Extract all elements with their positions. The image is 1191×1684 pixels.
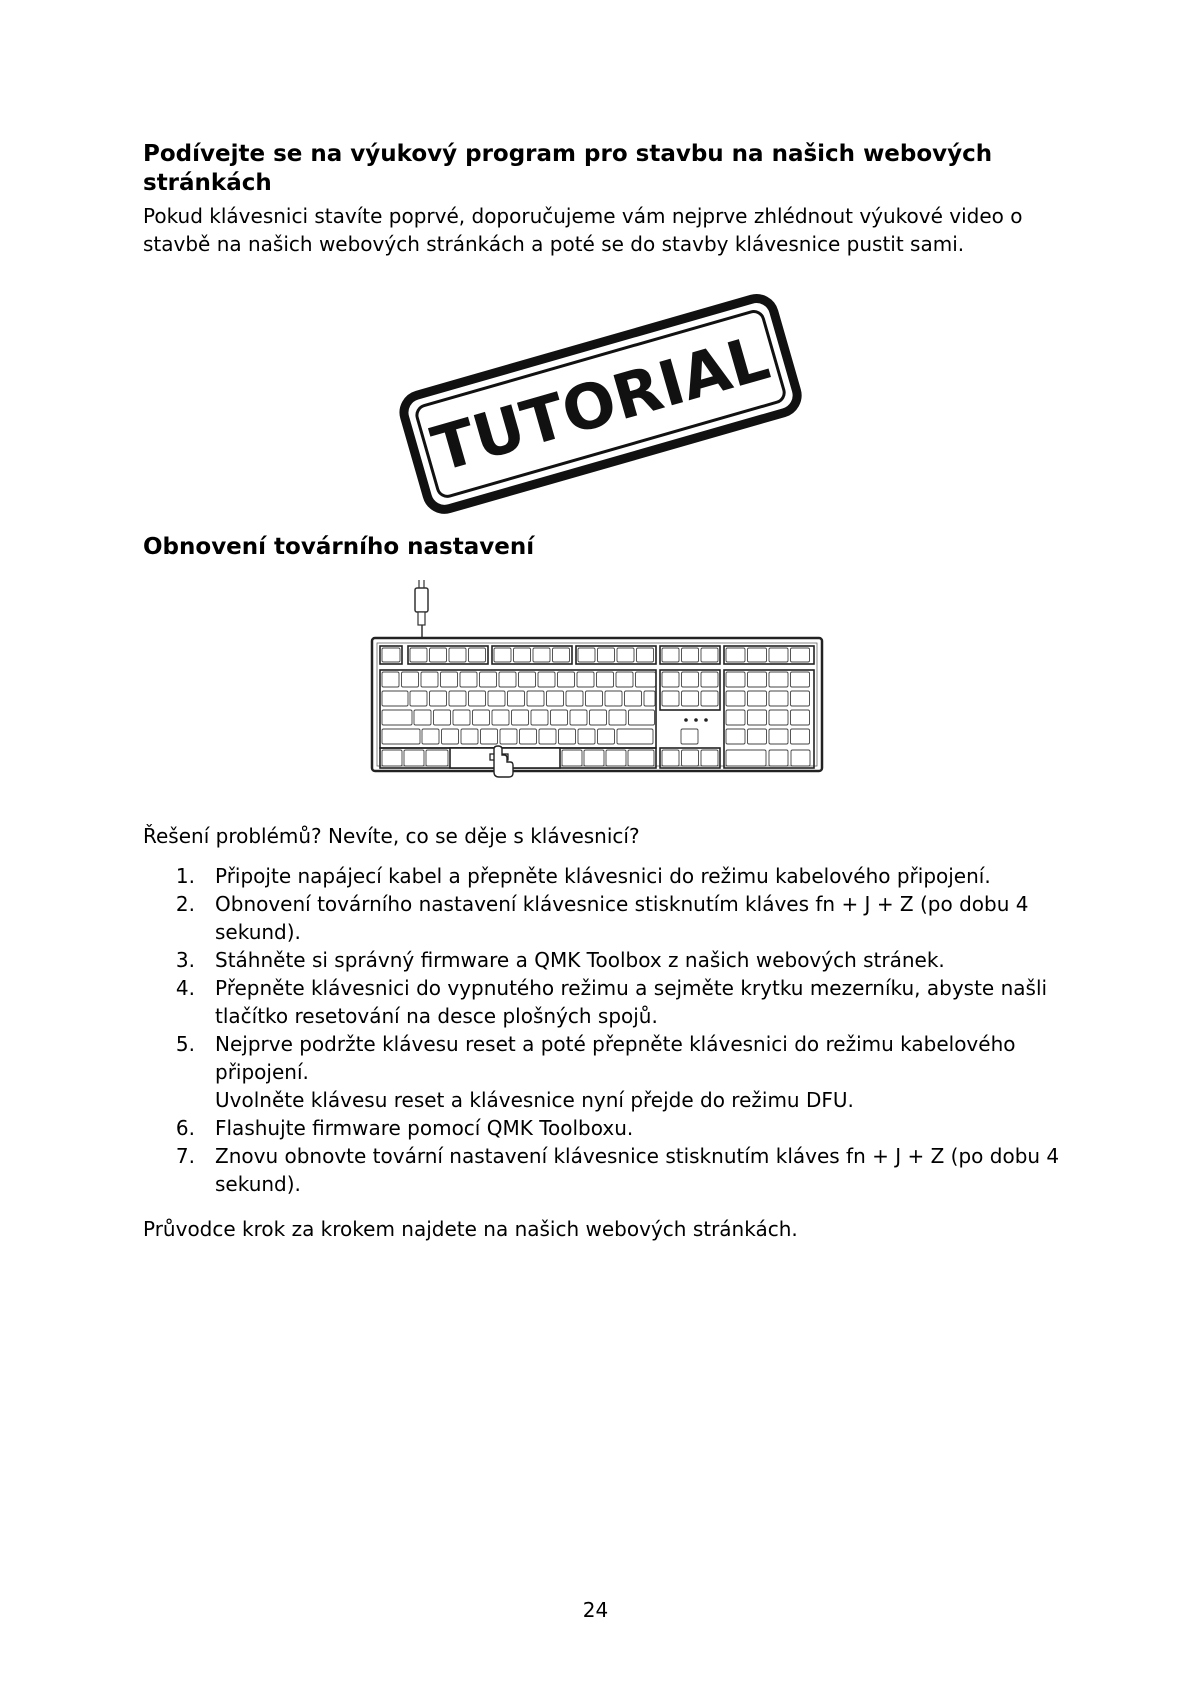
key-cap: [769, 672, 788, 687]
key-cap: [538, 672, 555, 687]
key-cap: [519, 672, 536, 687]
key-cap: [682, 648, 699, 662]
key-cap: [508, 691, 525, 706]
key-cap: [726, 750, 766, 766]
key-cap: [461, 729, 478, 744]
tutorial-heading: Podívejte se na výukový program pro stavbu na našich webových stránkách: [143, 141, 993, 196]
key-cap: [539, 729, 556, 744]
list-item: 3. Stáhněte si správný firmware a QMK Toolbox z našich webových stránek.: [175, 948, 945, 972]
key-cap: [791, 691, 810, 706]
key-cap: [469, 648, 486, 662]
tutorial-intro-text: Pokud klávesnici stavíte poprvé, doporučujeme vám nejprve zhlédnout výukové video o stavbě na našich webových stránkách a poté se do stavby klávesnice pustit sami.: [143, 204, 1023, 256]
key-cap: [512, 710, 529, 725]
list-item: 1. Připojte napájecí kabel a přepněte klávesnici do režimu kabelového připojení.: [175, 864, 991, 888]
key-cap: [682, 672, 699, 687]
key-cap: [625, 691, 642, 706]
key-cap: [442, 729, 459, 744]
key-cap: [382, 691, 408, 706]
key-cap: [382, 750, 402, 766]
key-cap: [494, 648, 511, 662]
key-cap: [562, 750, 582, 766]
key-cap: [533, 648, 550, 662]
key-cap: [547, 691, 564, 706]
list-item: 6. Flashujte firmware pomocí QMK Toolboxu.: [175, 1116, 634, 1140]
key-cap: [553, 648, 570, 662]
key-cap: [701, 672, 718, 687]
key-cap: [662, 691, 679, 706]
list-item: 7. Znovu obnovte tovární nastavení klávesnice stisknutím kláves fn + J + Z (po dobu 4 sekund).: [175, 1144, 1060, 1196]
key-cap: [404, 750, 424, 766]
key-cap: [570, 710, 587, 725]
key-cap: [791, 729, 810, 744]
key-cap: [769, 750, 788, 766]
tutorial-stamp-illustration: [390, 290, 810, 515]
key-cap: [531, 710, 548, 725]
key-cap: [681, 729, 698, 744]
key-cap: [430, 648, 447, 662]
key-cap: [617, 648, 634, 662]
reset-steps-list: [143, 862, 1063, 1198]
key-cap: [500, 729, 517, 744]
indicator-led-icon: [694, 718, 698, 722]
key-cap: [598, 648, 615, 662]
key-cap: [637, 648, 654, 662]
key-cap: [382, 648, 400, 662]
key-cap: [481, 729, 498, 744]
key-cap: [586, 691, 603, 706]
key-cap: [726, 648, 745, 662]
key-cap: [609, 710, 626, 725]
key-cap: [662, 672, 679, 687]
key-cap: [402, 672, 419, 687]
key-cap: [629, 710, 655, 725]
key-cap: [590, 710, 607, 725]
key-cap: [422, 729, 439, 744]
key-cap: [636, 672, 656, 687]
key-cap: [682, 691, 699, 706]
list-item: 4. Přepněte klávesnici do vypnutého režimu a sejměte krytku mezerníku, abyste našli tlačítko resetování na desce plošných spojů.: [175, 976, 1048, 1028]
key-cap: [382, 729, 420, 744]
key-cap: [769, 691, 788, 706]
key-cap: [410, 691, 427, 706]
guide-footer-text: Průvodce krok za krokem najdete na našich webových stránkách.: [143, 1217, 798, 1241]
key-cap: [492, 710, 509, 725]
key-cap: [701, 648, 718, 662]
key-cap: [598, 729, 615, 744]
indicator-led-icon: [684, 718, 688, 722]
key-cap: [791, 750, 810, 766]
key-cap: [441, 672, 458, 687]
key-cap: [514, 648, 531, 662]
troubleshooting-question: Řešení problémů? Nevíte, co se děje s klávesnicí?: [143, 824, 640, 848]
key-cap: [791, 672, 810, 687]
keyboard-illustration: [368, 580, 828, 778]
key-cap: [578, 648, 595, 662]
key-cap: [769, 710, 788, 725]
key-cap: [488, 691, 505, 706]
key-cap: [449, 691, 466, 706]
key-cap: [726, 672, 745, 687]
key-cap: [520, 729, 537, 744]
key-cap: [616, 672, 633, 687]
key-cap: [449, 648, 466, 662]
key-cap: [469, 691, 486, 706]
usb-plug-icon: [415, 588, 428, 612]
key-cap: [701, 750, 718, 766]
key-cap: [726, 729, 745, 744]
key-cap: [662, 750, 679, 766]
key-cap: [606, 750, 626, 766]
key-cap: [499, 672, 516, 687]
key-cap: [434, 710, 451, 725]
key-cap: [382, 672, 399, 687]
key-cap: [769, 729, 788, 744]
key-cap: [791, 710, 810, 725]
key-cap: [566, 691, 583, 706]
key-cap: [527, 691, 544, 706]
key-cap: [421, 672, 438, 687]
key-cap: [382, 710, 412, 725]
key-cap: [551, 710, 568, 725]
list-item: 2. Obnovení továrního nastavení klávesnice stisknutím kláves fn + J + Z (po dobu 4 sekund).: [175, 892, 1029, 944]
key-cap: [748, 648, 767, 662]
list-item: 5. Nejprve podržte klávesu reset a poté přepněte klávesnici do režimu kabelového připojení. Uvolněte klávesu reset a klávesnice nyní přejde do režimu DFU.: [175, 1032, 1016, 1112]
key-cap: [426, 750, 448, 766]
key-cap: [430, 691, 447, 706]
key-cap: [769, 648, 788, 662]
key-cap: [578, 729, 595, 744]
key-cap: [662, 648, 679, 662]
key-cap: [726, 710, 745, 725]
tutorial-stamp-label: TUTORIAL: [424, 320, 777, 487]
key-cap: [460, 672, 477, 687]
key-cap: [617, 729, 653, 744]
key-cap: [584, 750, 604, 766]
factory-reset-heading: Obnovení továrního nastavení: [143, 534, 535, 560]
key-cap: [748, 710, 767, 725]
indicator-led-icon: [704, 718, 708, 722]
key-cap: [628, 750, 654, 766]
key-cap: [473, 710, 490, 725]
key-cap: [726, 691, 745, 706]
key-cap: [410, 648, 427, 662]
key-cap: [605, 691, 622, 706]
key-cap: [559, 729, 576, 744]
key-cap: [558, 672, 575, 687]
key-cap: [791, 648, 810, 662]
page-number: 24: [582, 1598, 609, 1622]
key-cap: [748, 729, 767, 744]
key-cap: [701, 691, 718, 706]
key-cap: [577, 672, 594, 687]
key-cap: [597, 672, 614, 687]
key-cap: [453, 710, 470, 725]
key-cap: [748, 691, 767, 706]
key-cap: [682, 750, 699, 766]
key-cap: [644, 691, 655, 706]
key-cap: [748, 672, 767, 687]
key-cap: [480, 672, 497, 687]
key-cap: [414, 710, 431, 725]
